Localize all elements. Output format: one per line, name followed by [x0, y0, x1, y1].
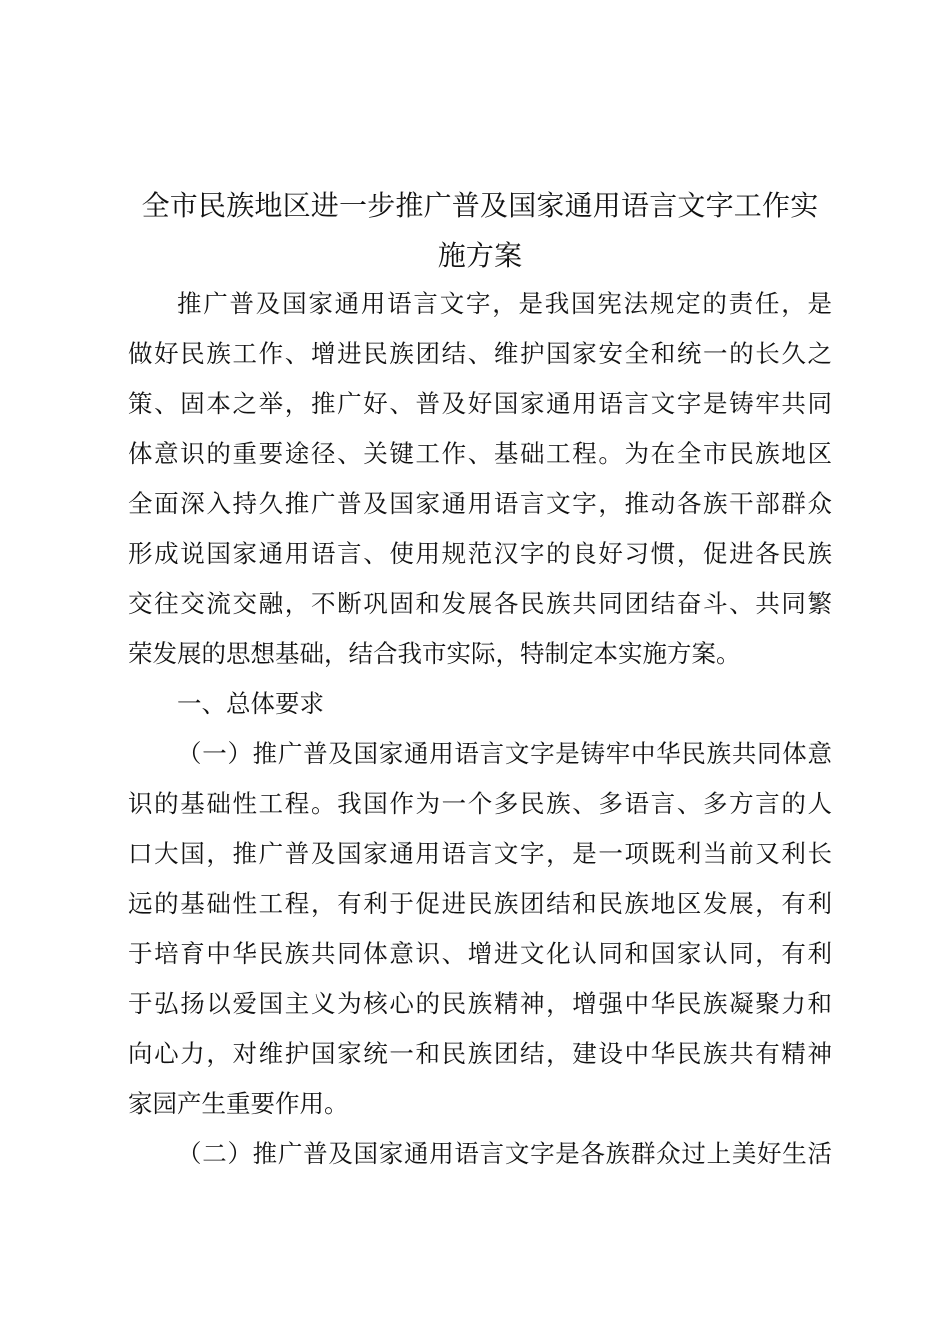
- point-1-line: （一）推广普及国家通用语言文字是铸牢中华民族共同体意: [177, 739, 832, 768]
- document-title-line-1: 全市民族地区进一步推广普及国家通用语言文字工作实: [141, 189, 819, 222]
- point-1-line: 识的基础性工程。我国作为一个多民族、多语言、多方言的人: [128, 789, 832, 818]
- point-1-line: 口大国，推广普及国家通用语言文字，是一项既利当前又利长: [128, 839, 832, 868]
- point-1-line: 家园产生重要作用。: [128, 1089, 349, 1118]
- intro-paragraph-line: 全面深入持久推广普及国家通用语言文字，推动各族干部群众: [128, 489, 832, 518]
- intro-paragraph-line: 形成说国家通用语言、使用规范汉字的良好习惯，促进各民族: [128, 539, 832, 568]
- document-title-line-2: 施方案: [437, 239, 523, 272]
- intro-paragraph-line: 体意识的重要途径、关键工作、基础工程。为在全市民族地区: [128, 439, 832, 468]
- intro-paragraph-line: 策、固本之举，推广好、普及好国家通用语言文字是铸牢共同: [128, 389, 832, 418]
- intro-paragraph-line: 交往交流交融，不断巩固和发展各民族共同团结奋斗、共同繁: [128, 589, 832, 618]
- intro-paragraph-line: 推广普及国家通用语言文字，是我国宪法规定的责任，是: [177, 289, 832, 318]
- section-heading: 一、总体要求: [177, 689, 324, 718]
- intro-paragraph-line: 做好民族工作、增进民族团结、维护国家安全和统一的长久之: [128, 339, 832, 368]
- point-2-line: （二）推广普及国家通用语言文字是各族群众过上美好生活: [177, 1139, 832, 1168]
- point-1-line: 远的基础性工程，有利于促进民族团结和民族地区发展，有利: [128, 889, 832, 918]
- point-1-line: 于培育中华民族共同体意识、增进文化认同和国家认同，有利: [128, 939, 832, 968]
- intro-paragraph-line: 荣发展的思想基础，结合我市实际，特制定本实施方案。: [128, 639, 741, 668]
- point-1-line: 向心力，对维护国家统一和民族团结，建设中华民族共有精神: [128, 1039, 832, 1068]
- point-1-line: 于弘扬以爱国主义为核心的民族精神，增强中华民族凝聚力和: [128, 989, 832, 1018]
